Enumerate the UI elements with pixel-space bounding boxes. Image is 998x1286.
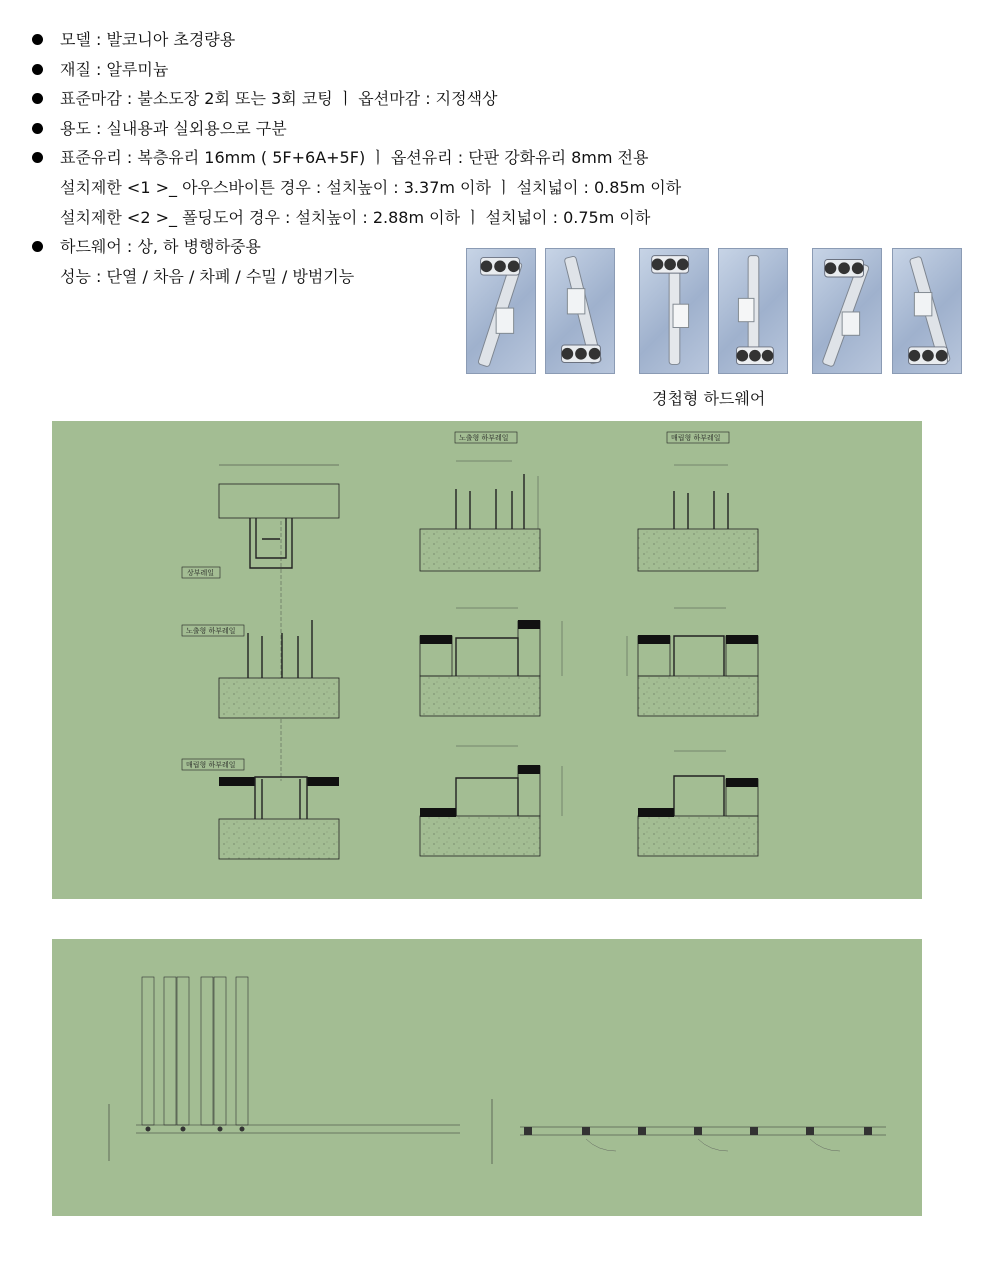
hardware-photo <box>545 248 615 374</box>
bullet-icon <box>32 64 43 75</box>
rail-section-svg <box>52 421 922 899</box>
hardware-photo <box>639 248 709 374</box>
bullet-icon <box>32 241 43 252</box>
plan-view-drawing <box>52 939 922 1216</box>
spec-line-limit-1: 설치제한 <1 >_ 아우스바이튼 경우 : 설치높이 : 3.37m 이하 ㅣ 설치넓이 : 0.85m 이하 <box>60 177 682 197</box>
plan-view-svg <box>52 939 922 1216</box>
hardware-photo <box>892 248 962 374</box>
upper-rail-label: 상부레일 <box>187 569 215 577</box>
spec-line-limit-2: 설치제한 <2 >_ 폴딩도어 경우 : 설치높이 : 2.88m 이하 ㅣ 설치넓이 : 0.75m 이하 <box>60 207 651 227</box>
spec-line-usage: 용도 : 실내용과 실외용으로 구분 <box>32 114 972 144</box>
hardware-photo-group <box>466 248 966 378</box>
exposed-rail-header: 노출형 하부레일 <box>459 434 509 442</box>
hardware-photo <box>466 248 536 374</box>
exposed-rail-label-left: 노출형 하부레일 <box>186 627 236 635</box>
spec-line-hardware: 하드웨어 : 상, 하 병행하중용 <box>32 232 972 262</box>
spec-line-material: 재질 : 알루미늄 <box>32 55 972 85</box>
bullet-icon <box>32 93 43 104</box>
bullet-icon <box>32 34 43 45</box>
hardware-photo <box>812 248 882 374</box>
spec-line-finish: 표준마감 : 불소도장 2회 또는 3회 코팅 ㅣ 옵션마감 : 지정색상 <box>32 84 972 114</box>
buried-rail-header: 매립형 하부레일 <box>671 434 721 442</box>
spec-line-glass: 표준유리 : 복층유리 16mm ( 5F+6A+5F) ㅣ 옵션유리 : 단판 강화유리 8mm 전용 <box>32 143 972 173</box>
hardware-caption: 경첩형 하드웨어 <box>652 389 766 408</box>
spec-line-model: 모델 : 발코니아 초경량용 <box>32 25 972 55</box>
spec-line-performance: 성능 : 단열 / 차음 / 차폐 / 수밀 / 방범기능 <box>60 266 355 286</box>
bullet-icon <box>32 123 43 134</box>
rail-section-drawing <box>52 421 922 899</box>
hardware-photo <box>718 248 788 374</box>
bullet-icon <box>32 152 43 163</box>
buried-rail-label-left: 매립형 하부레일 <box>186 761 236 769</box>
